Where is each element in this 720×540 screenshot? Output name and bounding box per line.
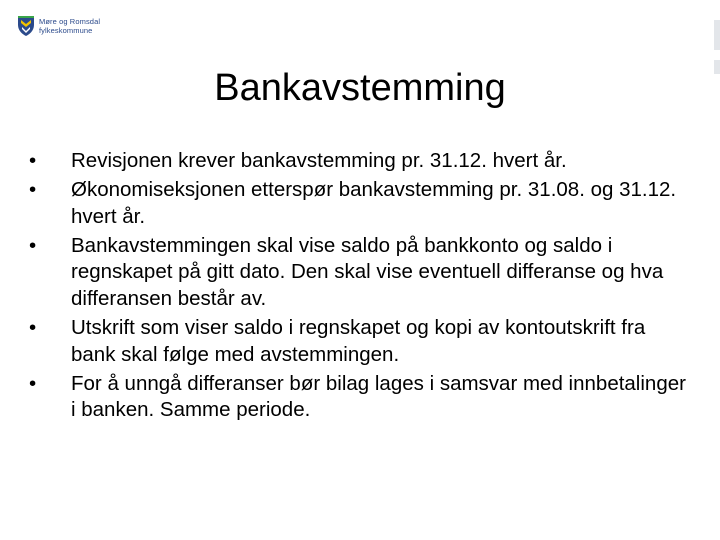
bullet-item [29,177,689,230]
bullet-text: Økonomiseksjonen etterspør bankavstemming pr. 31.08. og 31.12. hvert år. [71,178,677,228]
bullet-text: Utskrift som viser saldo i regnskapet og kopi av kontoutskrift fra bank skal følge med avstemmingen. [71,316,646,366]
bullet-marker: • [29,178,37,202]
bullet-marker: • [29,233,37,257]
bullet-marker: • [29,371,37,395]
bullet-text: For å unngå differanser bør bilag lages i samsvar med innbetalinger i banken. Samme periode. [71,371,686,422]
bullet-list [29,148,689,426]
logo-line-2: fylkeskommune [39,26,93,35]
bullet-item [29,371,689,424]
bullet-marker: • [29,316,37,340]
slide-title-text: Bankavstemming [214,67,506,109]
logo-wordmark [39,17,100,35]
bullet-item [29,148,689,175]
bullet-text: Revisjonen krever bankavstemming pr. 31.12. hvert år. [71,149,567,172]
bullet-text: Bankavstemmingen skal vise saldo på bankkonto og saldo i regnskapet på gitt dato. Den skal vise eventuell differanse og hva differansen består av. [71,233,664,310]
coat-of-arms-icon [17,15,35,37]
bullet-item [29,233,689,313]
edge-marker [714,20,720,50]
bullet-item [29,315,689,368]
logo-line-1: Møre og Romsdal [39,17,101,26]
bullet-marker: • [29,149,37,172]
slide-title [0,62,720,114]
organization-logo [17,15,100,37]
